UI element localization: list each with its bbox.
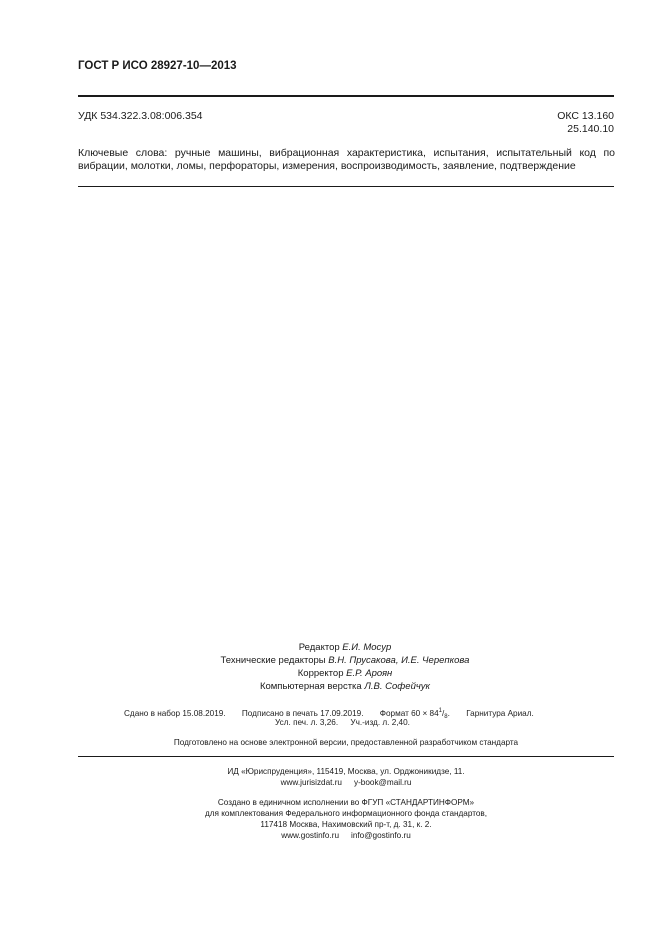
credit-tech-editors [150, 654, 540, 667]
format-sup: 1 [438, 708, 442, 714]
oks-code-line2: 25.140.10 [567, 123, 614, 135]
credit-editor [150, 641, 540, 654]
layout-name: Л.В. Софейчук [364, 681, 431, 692]
format-suffix: . [447, 709, 450, 718]
creation-line1: Создано в единичном исполнении во ФГУП «СТАНДАРТИНФОРМ» [217, 798, 475, 807]
editor-role: Редактор [298, 642, 340, 653]
print-sheets: Усл. печ. л. 3,26. [275, 718, 339, 727]
creation-line3: 117418 Москва, Нахимовский пр-т, д. 31, к. 2. [260, 820, 432, 829]
format-sub: 8 [444, 714, 448, 720]
layout-role: Компьютерная верстка [259, 681, 362, 692]
udc-code: УДК 534.322.3.08:006.354 [78, 110, 203, 122]
publisher-info [78, 766, 614, 788]
publication-details-row2 [275, 718, 420, 727]
keywords-paragraph [78, 147, 615, 173]
publisher-site-link[interactable]: www.jurisizdat.ru [280, 778, 342, 787]
tech-editors-role: Технические редакторы [220, 655, 326, 666]
tech-editors-names: В.Н. Прусакова, И.Е. Черепкова [328, 655, 470, 666]
proofreader-name: Е.Р. Ароян [346, 668, 393, 679]
format-slash: / [442, 709, 445, 718]
creation-contacts [78, 830, 614, 841]
publisher-contacts [78, 777, 614, 788]
oks-code-line1: ОКС 13.160 [557, 110, 614, 122]
publisher-address: ИД «Юриспруденция», 115419, Москва, ул. Орджоникидзе, 11. [227, 767, 465, 776]
paper-format [380, 709, 450, 718]
credit-proofreader [150, 667, 540, 680]
creation-line2: для комплектования Федерального информационного фонда стандартов, [204, 809, 488, 818]
keywords-label: Ключевые слова: [78, 147, 168, 159]
publisher-sheets: Уч.-изд. л. 2,40. [350, 718, 410, 727]
standard-code: ГОСТ Р ИСО 28927-10—2013 [78, 60, 237, 72]
header-rule [78, 95, 614, 97]
gostinfo-site-link[interactable]: www.gostinfo.ru [281, 831, 340, 840]
credits-block [150, 641, 540, 693]
editor-name: Е.И. Мосур [342, 642, 392, 653]
publisher-email-link[interactable]: y-book@mail.ru [353, 778, 412, 787]
oks-codes [557, 110, 614, 136]
format-prefix: Формат 60 × 84 [379, 709, 439, 718]
signed-date: Подписано в печать 17.09.2019. [241, 709, 364, 718]
gostinfo-email-link[interactable]: info@gostinfo.ru [351, 831, 411, 840]
credit-layout [150, 680, 540, 693]
prepared-note: Подготовлено на основе электронной версии, предоставленной разработчиком стандарта [173, 738, 519, 747]
footer-rule [78, 756, 614, 757]
proofreader-role: Корректор [297, 668, 344, 679]
typeface: Гарнитура Ариал. [466, 709, 534, 718]
submitted-date: Сдано в набор 15.08.2019. [124, 709, 226, 718]
keywords-rule [78, 186, 614, 187]
keywords-text: ручные машины, вибрационная характеристика, испытания, испытательный код по вибрации, молотки, ломы, перфораторы, измерения, воспроизводимость, заявление, подтверждение [78, 147, 615, 172]
creation-info [78, 797, 614, 841]
